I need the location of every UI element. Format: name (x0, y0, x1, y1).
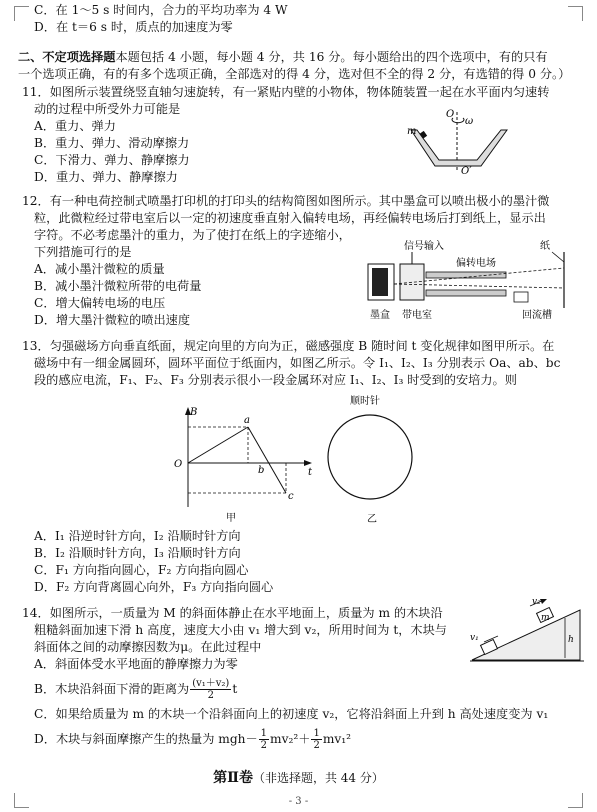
q14-label-h: h (568, 635, 574, 645)
q12-label-signal: 信号输入 (404, 241, 444, 252)
part-two-title: 第Ⅱ卷 (213, 770, 253, 786)
q14-stem-1: 14．如图所示，一质量为 M 的斜面体静止在水平地面上，质量为 m 的木块沿 (22, 606, 443, 620)
q11-option-b: B．重力、弹力、滑动摩擦力 (34, 136, 190, 150)
crop-mark-top-right (568, 6, 583, 21)
q14-option-d-tail: mv₁² (322, 732, 352, 746)
q11-label-m: m (407, 126, 417, 137)
q14-option-b-denominator: 2 (207, 690, 214, 701)
q13-option-d: D．F₂ 方向背离圆心向外，F₃ 方向指向圆心 (34, 580, 274, 594)
part-two-subtitle: （非选择题，共 44 分） (252, 771, 384, 785)
section-text-line2: 一个选项正确，有的有多个选项正确，全部选对的得 4 分，选对但不全的得 2 分，有选错的得 0 分。） (18, 67, 571, 81)
q14-option-d-text: D．木块与斜面摩擦产生的热量为 mgh－ (34, 732, 258, 746)
q12-inkjet-printer-figure (364, 238, 584, 330)
q12-label-paper: 纸 (540, 241, 550, 252)
q14-incline-figure (468, 596, 588, 664)
q14-option-c: C．如果给质量为 m 的木块一个沿斜面向上的初速度 v₂，它将沿斜面上升到 h 高处速度变为 v₁ (34, 707, 549, 721)
q13-point-c: c (288, 491, 294, 502)
q13-ring-yi (320, 392, 420, 527)
q14-label-v1: v₁ (470, 633, 479, 643)
q12-label-charge: 带电室 (402, 310, 432, 321)
q12-label-tank: 回流槽 (522, 310, 552, 321)
q14-option-b-fraction (190, 678, 231, 701)
q12-option-d: D．增大墨汁微粒的喷出速度 (34, 313, 191, 327)
q14-option-b-numerator: (v₁＋v₂) (192, 678, 230, 689)
q13-stem-3: 段的感应电流，F₁、F₂、F₃ 分别表示很小一段金属环对应 I₁、I₂、I₃ 时受到的安培力。则 (34, 373, 517, 387)
q12-stem-1: 12．有一种电荷控制式喷墨打印机的打印头的结构简图如图所示。其中墨盒可以喷出极小的墨汁微 (22, 194, 550, 208)
q11-label-o-prime: O′ (461, 166, 472, 176)
q11-stem-2: 动的过程中所受外力可能是 (34, 102, 181, 116)
section-text: 本题包括 4 小题，每小题 4 分，共 16 分。每小题给出的四个选项中，有的只有 (115, 50, 548, 64)
q14-option-d-half-2 (311, 728, 321, 751)
q14-stem-2: 粗糙斜面加速下滑 h 高度，速度大小由 v₁ 增大到 v₂，所用时间为 t，木块与 (34, 623, 447, 637)
q13-clockwise-label: 顺时针 (350, 396, 380, 407)
q13-fig2-caption: 乙 (367, 514, 377, 525)
q14-stem-3: 斜面体之间的动摩擦因数为μ。在此过程中 (34, 640, 262, 654)
q11-label-o: O (446, 109, 455, 120)
q13-axis-b: B (190, 407, 198, 418)
q12-option-b: B．减小墨汁微粒所带的电荷量 (34, 279, 202, 293)
q11-option-d: D．重力、弹力、静摩擦力 (34, 170, 178, 184)
crop-mark-top-left (14, 6, 29, 21)
q14-label-v2: v₂ (532, 597, 541, 607)
q11-rotating-bowl-figure (405, 104, 515, 176)
q13-fig1-caption: 甲 (226, 513, 236, 524)
q11-label-omega: ω (465, 116, 474, 127)
q14-option-d (34, 728, 351, 751)
half-denominator: 2 (260, 740, 268, 751)
q14-option-d-half-1 (259, 728, 269, 751)
q13-option-c: C．F₁ 方向指向圆心，F₂ 方向指向圆心 (34, 563, 249, 577)
q13-point-b: b (258, 465, 265, 476)
q11-option-a: A．重力、弹力 (34, 119, 116, 133)
q11-stem-1: 11．如图所示装置绕竖直轴匀速旋转，有一紧贴内壁的小物体，物体随装置一起在水平面内匀速转 (22, 85, 550, 99)
part-two-heading (0, 770, 597, 787)
q13-point-a: a (244, 415, 250, 426)
q13-stem-1: 13．匀强磁场方向垂直纸面，规定向里的方向为正，磁感强度 B 随时间 t 变化规律如图甲所示。在 (22, 339, 555, 353)
q12-option-c: C．增大偏转电场的电压 (34, 296, 166, 310)
half-numerator: 1 (313, 728, 320, 739)
q14-option-a: A．斜面体受水平地面的静摩擦力为零 (34, 657, 238, 671)
q11-option-c: C．下滑力、弹力、静摩擦力 (34, 153, 190, 167)
q12-stem-2: 粒，此微粒经过带电室后以一定的初速度垂直射入偏转电场，再经偏转电场后打到纸上，显示出 (34, 211, 546, 225)
q14-option-b-text: B．木块沿斜面下滑的距离为 (34, 682, 190, 696)
q12-option-a: A．减小墨汁微粒的质量 (34, 262, 165, 276)
q13-option-a: A．I₁ 沿逆时针方向，I₂ 沿顺时针方向 (34, 529, 241, 543)
q12-label-ink: 墨盒 (370, 310, 390, 321)
q13-axis-t: t (308, 467, 313, 478)
half-numerator: 1 (260, 728, 268, 739)
prev-option-c: C．在 1～5 s 时间内，合力的平均功率为 4 W (34, 3, 288, 17)
q12-label-field: 偏转电场 (456, 258, 496, 269)
section-heading (18, 49, 548, 66)
q13-option-b: B．I₂ 沿顺时针方向，I₃ 沿顺时针方向 (34, 546, 241, 560)
q13-graph-jia (168, 405, 318, 525)
prev-option-d: D．在 t＝6 s 时，质点的加速度为零 (34, 20, 233, 34)
q14-option-d-mid: mv₂²＋ (270, 732, 311, 746)
q12-stem-4: 下列措施可行的是 (34, 245, 132, 259)
q14-option-b-tail: t (232, 682, 238, 696)
half-denominator: 2 (313, 740, 320, 751)
page-number: - 3 - (288, 796, 309, 807)
q12-stem-3: 字符。不必考虑墨汁的重力，为了使打在纸上的字迹缩小， (34, 228, 351, 242)
q14-label-m: m (541, 613, 550, 623)
q13-stem-2: 磁场中有一细金属圆环，圆环平面位于纸面内，如图乙所示。令 I₁、I₂、I₃ 分别表示 Oa、ab、bc (34, 356, 561, 370)
q14-option-b (34, 678, 237, 701)
section-title: 二、不定项选择题 (18, 50, 116, 64)
q13-origin: O (174, 459, 183, 470)
